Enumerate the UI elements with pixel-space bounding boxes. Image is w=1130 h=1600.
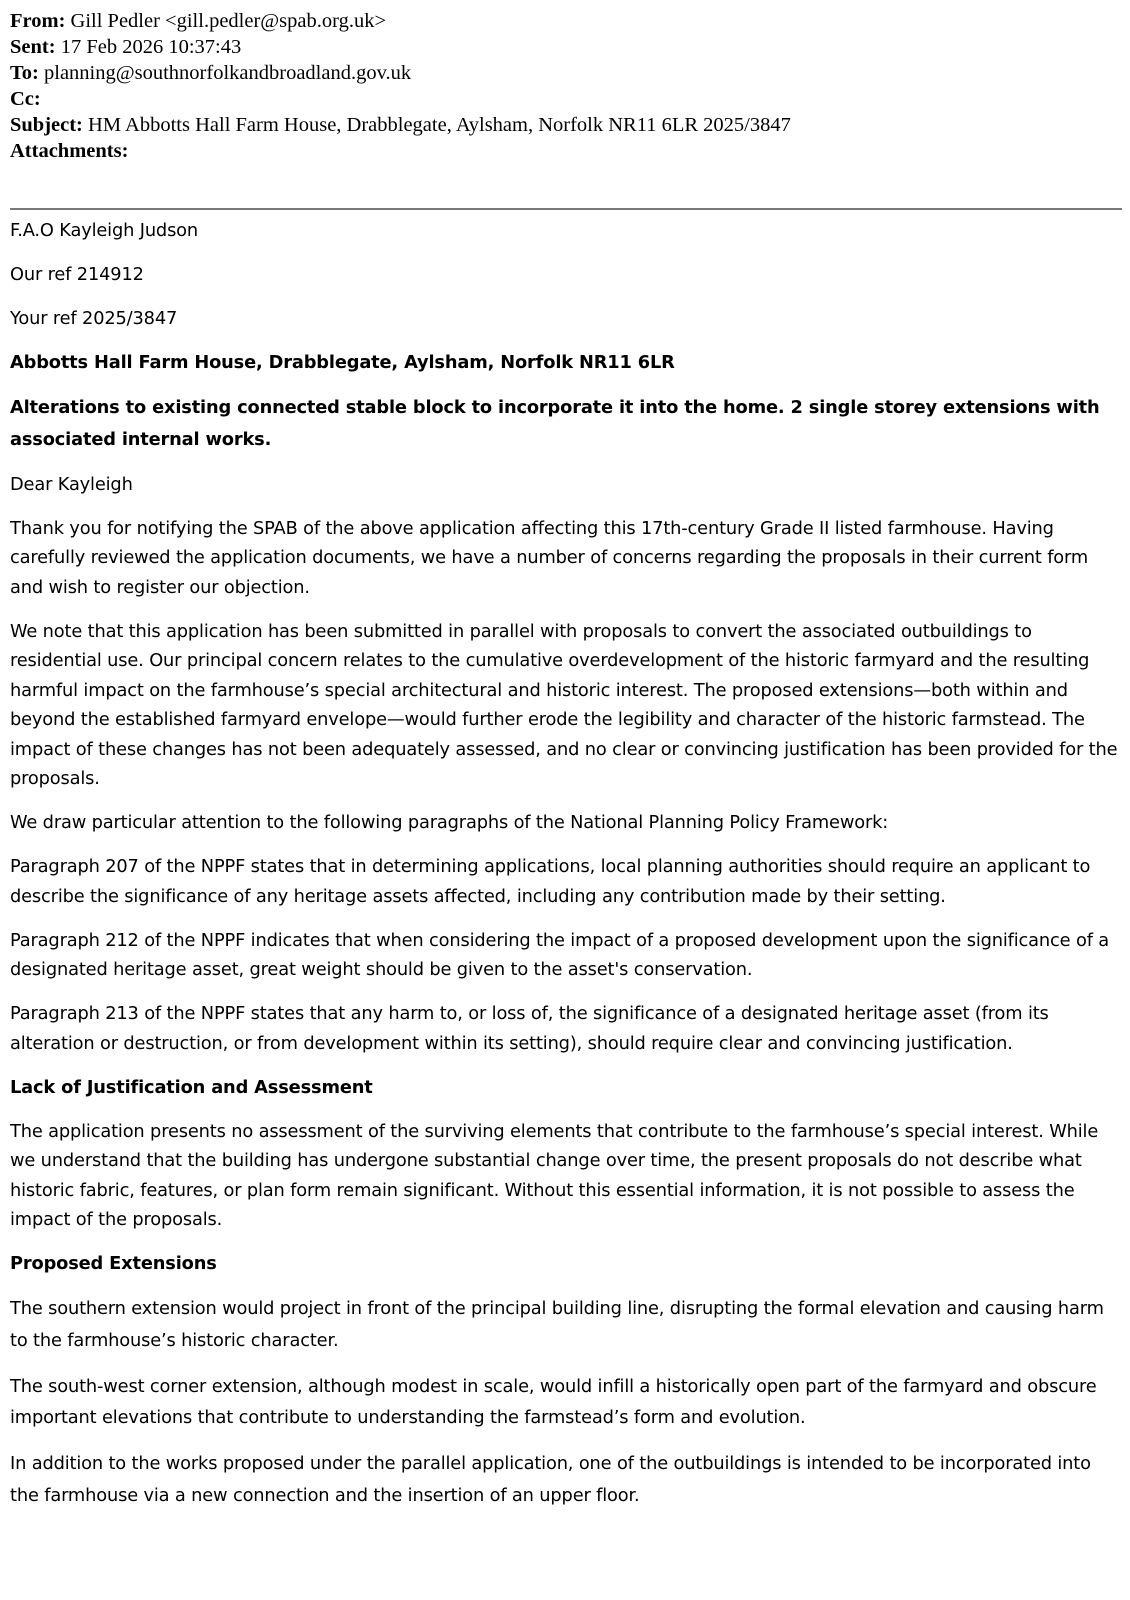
sent-value: 17 Feb 2026 10:37:43: [60, 36, 242, 58]
intro-paragraph: Thank you for notifying the SPAB of the above application affecting this 17th-century Grade II listed farmhouse. Having carefully reviewed the application documents, we have a number of concerns regarding the proposals in their current form and wish to register our objection.: [10, 517, 1089, 598]
your-ref: Your ref 2025/3847: [10, 308, 178, 329]
nppf-207-paragraph: Paragraph 207 of the NPPF states that in determining applications, local planning authorities should require an applicant to describe the significance of any heritage assets affected, including any contribution made by their setting.: [10, 856, 1091, 907]
nppf-attention-paragraph: We draw particular attention to the following paragraphs of the National Planning Policy Framework:: [10, 812, 889, 833]
sent-row: [10, 34, 1100, 60]
subject-label: Subject:: [10, 114, 83, 136]
lack-of-justification-paragraph: The application presents no assessment of the surviving elements that contribute to the farmhouse’s special interest. While we understand that the building has undergone substantial change over time, the present proposals do not describe what historic fabric, features, or plan form remain significant. Without this essential information, it is not possible to assess the impact of the proposals.: [10, 1120, 1099, 1230]
parallel-application-paragraph: We note that this application has been submitted in parallel with proposals to convert the associated outbuildings to residential use. Our principal concern relates to the cumulative overdevelopment of the historic farmyard and the resulting harmful impact on the farmhouse’s special architectural and historic interest. The proposed extensions—both within and beyond the established farmyard envelope—would further erode the legibility and character of the historic farmstead. The impact of these changes has not been adequately assessed, and no clear or convincing justification has been provided for the proposals.: [10, 620, 1118, 789]
from-label: From:: [10, 10, 66, 32]
nppf-212-paragraph: Paragraph 212 of the NPPF indicates that when considering the impact of a proposed development upon the significance of a designated heritage asset, great weight should be given to the asset's conservation.: [10, 929, 1110, 980]
to-value: planning@southnorfolkandbroadland.gov.uk: [44, 62, 412, 84]
subject-value: HM Abbotts Hall Farm House, Drabblegate, Aylsham, Norfolk NR11 6LR 2025/3847: [88, 114, 791, 136]
header-divider: [10, 208, 1122, 210]
subject-row: [10, 112, 1100, 138]
nppf-213-paragraph: Paragraph 213 of the NPPF states that any harm to, or loss of, the significance of a designated heritage asset (from its alteration or destruction, or from development within its setting), should require clear and convincing justification.: [10, 1003, 1049, 1054]
our-ref: Our ref 214912: [10, 264, 144, 285]
letter-body: [10, 216, 1122, 1526]
sent-label: Sent:: [10, 36, 56, 58]
from-value: Gill Pedler <gill.pedler@spab.org.uk>: [70, 10, 387, 32]
lack-of-justification-heading: Lack of Justification and Assessment: [10, 1076, 373, 1098]
cc-label: Cc:: [10, 88, 41, 110]
to-label: To:: [10, 62, 39, 84]
from-row: [10, 8, 1100, 34]
cc-row: [10, 86, 1100, 112]
attachments-row: [10, 138, 1100, 164]
south-west-extension-paragraph: The south-west corner extension, although modest in scale, would infill a historically open part of the farmyard and obscure important elevations that contribute to understanding the farmstead’s form and evolution.: [10, 1375, 1097, 1428]
salutation: Dear Kayleigh: [10, 473, 133, 495]
proposed-extensions-heading: Proposed Extensions: [10, 1253, 217, 1274]
email-header: [10, 8, 1100, 164]
fao-line: F.A.O Kayleigh Judson: [10, 220, 199, 241]
attachments-label: Attachments:: [10, 140, 129, 162]
proposal-heading: Alterations to existing connected stable block to incorporate it into the home. 2 single storey extensions with associated internal works.: [10, 397, 1100, 450]
outbuilding-paragraph: In addition to the works proposed under the parallel application, one of the outbuildings is intended to be incorporated into the farmhouse via a new connection and the insertion of an upper floor.: [10, 1453, 1091, 1506]
to-row: [10, 60, 1100, 86]
address-heading: Abbotts Hall Farm House, Drabblegate, Aylsham, Norfolk NR11 6LR: [10, 352, 675, 373]
southern-extension-paragraph: The southern extension would project in front of the principal building line, disrupting the formal elevation and causing harm to the farmhouse’s historic character.: [10, 1298, 1104, 1351]
